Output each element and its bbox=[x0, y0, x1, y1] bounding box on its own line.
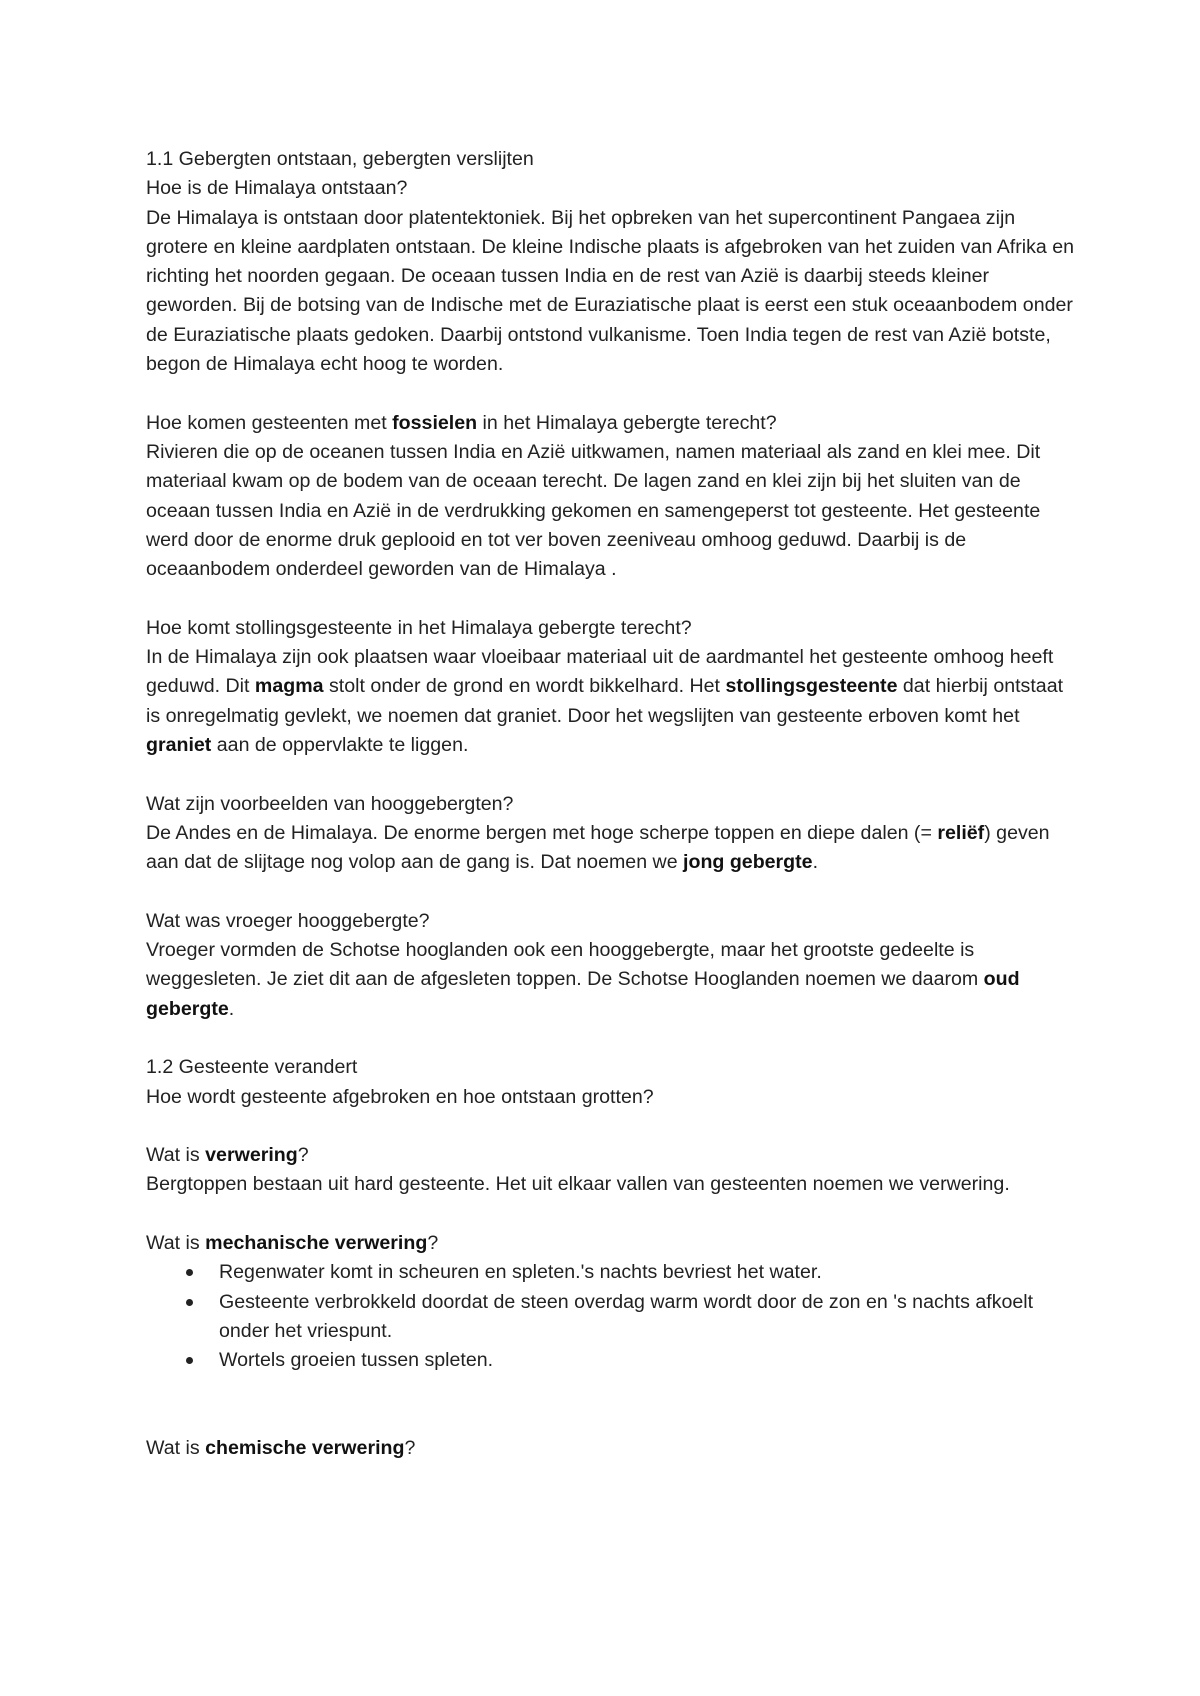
list-item bbox=[146, 1258, 1076, 1287]
answer-text: . bbox=[812, 851, 819, 874]
list-item-text: Gesteente verbrokkeld doordat de steen overdag warm wordt door de zon en 's nachts afkoelt onder het vriespunt. bbox=[219, 1290, 1034, 1342]
spacer bbox=[146, 1375, 1076, 1434]
spacer bbox=[146, 584, 1076, 613]
answer-vroeger bbox=[146, 936, 1076, 1024]
spacer bbox=[146, 877, 1076, 906]
list-item-text: Wortels groeien tussen spleten. bbox=[219, 1349, 494, 1372]
term-mechanische-verwering: mechanische verwering bbox=[205, 1231, 428, 1254]
question-text: ? bbox=[404, 1437, 416, 1460]
term-verwering: verwering bbox=[205, 1144, 298, 1167]
term-jong-gebergte: jong gebergte bbox=[683, 851, 813, 874]
list-item-text: Regenwater komt in scheuren en spleten.'s nachts bevriest het water. bbox=[219, 1261, 822, 1284]
answer-text: aan de oppervlakte te liggen. bbox=[211, 733, 469, 756]
question-chemische-verwering bbox=[146, 1434, 1076, 1463]
bullet-icon bbox=[186, 1299, 193, 1306]
bullet-list bbox=[146, 1258, 1076, 1375]
spacer bbox=[146, 760, 1076, 789]
term-graniet: graniet bbox=[146, 733, 212, 756]
term-magma: magma bbox=[254, 675, 324, 698]
question-grotten: Hoe wordt gesteente afgebroken en hoe ontstaan grotten? bbox=[146, 1085, 654, 1108]
spacer bbox=[146, 1024, 1076, 1053]
bullet-icon bbox=[186, 1357, 193, 1364]
section-heading-1-2: 1.2 Gesteente verandert bbox=[146, 1056, 358, 1079]
answer-stollingsgesteente bbox=[146, 643, 1076, 760]
answer-text: De Andes en de Himalaya. De enorme bergen met hoge scherpe toppen en diepe dalen (= bbox=[146, 821, 938, 844]
question-text: ? bbox=[297, 1144, 309, 1167]
term-stollingsgesteente: stollingsgesteente bbox=[725, 675, 898, 698]
spacer bbox=[146, 1112, 1076, 1141]
question-text: in het Himalaya gebergte terecht? bbox=[477, 411, 777, 434]
question-verwering bbox=[146, 1141, 1076, 1170]
question-text: Hoe komen gesteenten met bbox=[146, 411, 393, 434]
term-relief: reliëf bbox=[937, 821, 985, 844]
answer-text: ) geven aan dat de slijtage nog volop aan de gang is. Dat noemen we bbox=[146, 821, 1050, 874]
answer-fossielen: Rivieren die op de oceanen tussen India en Azië uitkwamen, namen materiaal als zand en klei mee. Dit materiaal kwam op de bodem van de oceaan terecht. De lagen zand en klei zijn bij het sluiten van de oceaan tussen India en Azië in de verdrukking gekomen en samengeperst tot gesteente. Het gesteente werd door de enorme druk geplooid en tot ver boven zeeniveau omhoog geduwd. Daarbij is de oceaanbodem onderdeel geworden van de Himalaya . bbox=[146, 440, 1041, 581]
answer-text: In de Himalaya zijn ook plaatsen waar vloeibaar materiaal uit de aardmantel het gesteente omhoog heeft geduwd. Dit bbox=[146, 646, 1054, 698]
term-chemische-verwering: chemische verwering bbox=[205, 1437, 405, 1460]
question-hooggebergten: Wat zijn voorbeelden van hooggebergten? bbox=[146, 792, 514, 815]
answer-text: . bbox=[228, 997, 235, 1020]
list-item bbox=[146, 1346, 1076, 1375]
question-text: Wat is bbox=[146, 1437, 206, 1460]
question-vroeger: Wat was vroeger hooggebergte? bbox=[146, 909, 430, 932]
answer-verwering: Bergtoppen bestaan uit hard gesteente. Het uit elkaar vallen van gesteenten noemen we verwering. bbox=[146, 1173, 1010, 1196]
question-text: ? bbox=[427, 1231, 439, 1254]
answer-text: Vroeger vormden de Schotse hooglanden ook een hooggebergte, maar het grootste gedeelte is weggesleten. Je ziet dit aan de afgesleten toppen. De Schotse Hooglanden noemen we daarom bbox=[146, 939, 984, 991]
spacer bbox=[146, 379, 1076, 408]
answer-text: dat hierbij ontstaat is onregelmatig gevlekt, we noemen dat graniet. Door het wegslijten van gesteente erboven komt het bbox=[146, 675, 1064, 727]
question-text: Wat is bbox=[146, 1231, 206, 1254]
answer-himalaya: De Himalaya is ontstaan door platentektoniek. Bij het opbreken van het supercontinent Pangaea zijn grotere en kleine aardplaten ontstaan. De kleine Indische plaats is afgebroken van het zuiden van Afrika en richting het noorden gegaan. De oceaan tussen India en de rest van Azië is daarbij steeds kleiner geworden. Bij de botsing van de Indische met de Euraziatische plaat is eerst een stuk oceaanbodem onder de Euraziatische plaats gedoken. Daarbij ontstond vulkanisme. Toen India tegen de rest van Azië botste, begon de Himalaya echt hoog te worden. bbox=[146, 206, 1075, 376]
answer-text: stolt onder de grond en wordt bikkelhard. Het bbox=[323, 675, 726, 698]
question-stollingsgesteente: Hoe komt stollingsgesteente in het Himalaya gebergte terecht? bbox=[146, 616, 692, 639]
term-oud-gebergte: oud gebergte bbox=[146, 968, 1020, 1020]
question-text: Wat is bbox=[146, 1144, 206, 1167]
spacer bbox=[146, 1200, 1076, 1229]
question-fossielen bbox=[146, 409, 1076, 438]
list-item bbox=[146, 1288, 1076, 1347]
question-mechanische-verwering bbox=[146, 1229, 1076, 1258]
bullet-icon bbox=[186, 1269, 193, 1276]
term-fossielen: fossielen bbox=[392, 411, 478, 434]
answer-hooggebergten bbox=[146, 819, 1076, 878]
question-himalaya: Hoe is de Himalaya ontstaan? bbox=[146, 177, 408, 200]
document-body bbox=[146, 145, 1076, 1463]
section-heading-1-1: 1.1 Gebergten ontstaan, gebergten verslijten bbox=[146, 148, 534, 170]
